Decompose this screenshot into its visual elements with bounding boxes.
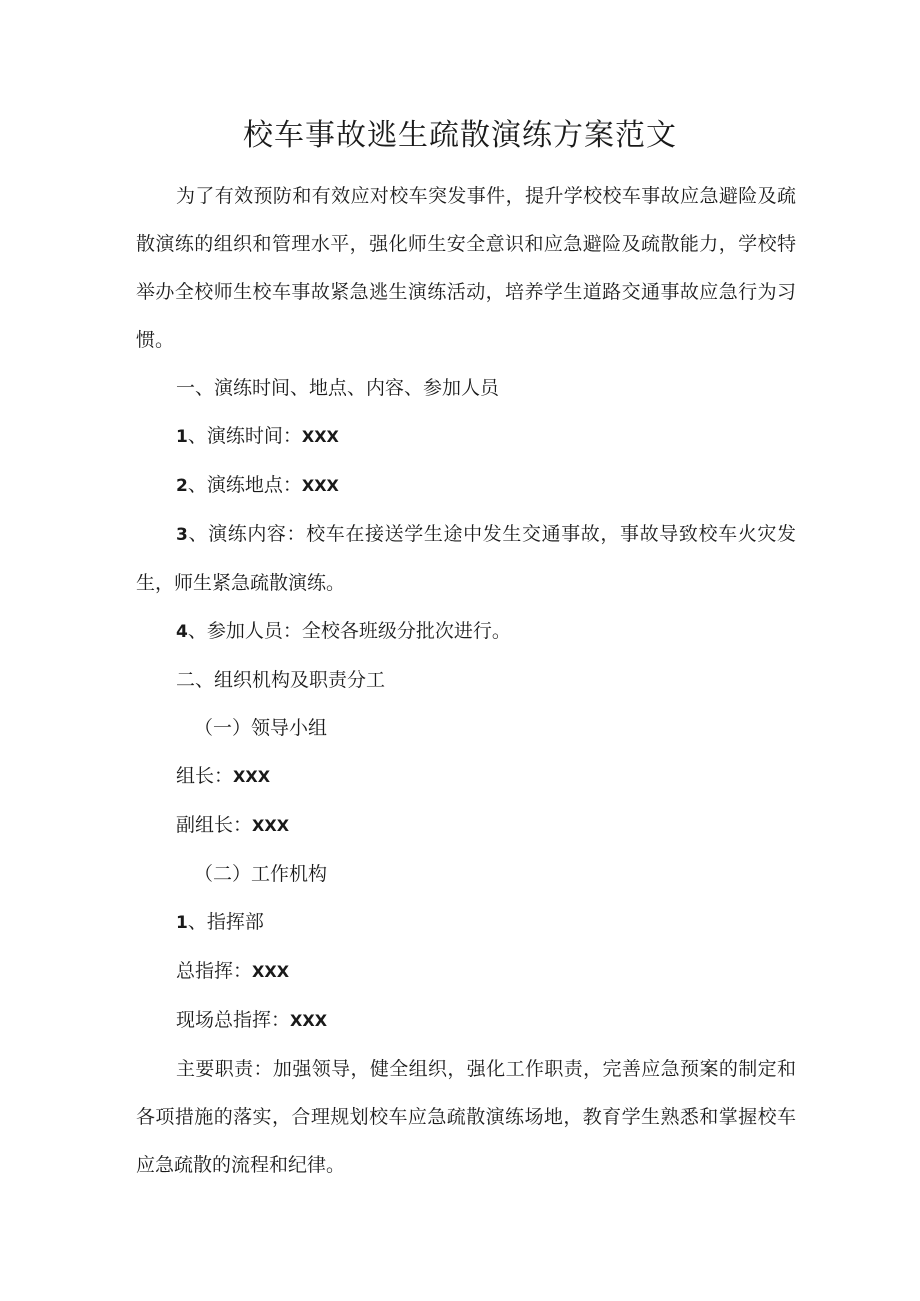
subsection-2-heading: （二）工作机构 — [194, 863, 328, 885]
subsection-1-heading: （一）领导小组 — [194, 717, 328, 739]
chief-commander-value: XXX — [252, 962, 290, 981]
item-1-label: 、演练时间： — [187, 425, 302, 447]
section-1-heading: 一、演练时间、地点、内容、参加人员 — [176, 377, 500, 399]
document-body — [136, 172, 796, 1189]
leader-value: XXX — [233, 767, 271, 786]
item-2-label: 、演练地点： — [187, 474, 302, 496]
deputy-leader-line — [136, 801, 796, 850]
item-1-value: XXX — [301, 427, 339, 446]
leader-label: 组长： — [176, 765, 234, 787]
command-unit-label: 、指挥部 — [187, 911, 264, 933]
duties-paragraph: 主要职责：加强领导，健全组织，强化工作职责，完善应急预案的制定和各项措施的落实，合理规划校车应急疏散演练场地，教育学生熟悉和掌握校车应急疏散的流程和纪律。 — [136, 1058, 796, 1176]
section-2-heading: 二、组织机构及职责分工 — [176, 669, 386, 691]
document-title: 校车事故逃生疏散演练方案范文 — [243, 118, 677, 153]
deputy-leader-label: 副组长： — [176, 814, 253, 836]
command-unit-number: 1 — [176, 913, 188, 933]
chief-commander-line — [136, 947, 796, 996]
chief-commander-label: 总指挥： — [176, 960, 253, 982]
item-1-time — [136, 412, 796, 461]
item-3-content — [136, 510, 796, 607]
item-3-label: 、演练内容：校车在接送学生途中发生交通事故，事故导致校车火灾发生，师生紧急疏散演练。 — [136, 523, 796, 594]
item-3-number: 3 — [176, 525, 188, 545]
item-1-number: 1 — [176, 427, 188, 447]
command-unit-heading — [136, 898, 796, 947]
site-commander-label: 现场总指挥： — [176, 1009, 291, 1031]
deputy-leader-value: XXX — [252, 816, 290, 835]
site-commander-line — [136, 996, 796, 1045]
site-commander-value: XXX — [290, 1011, 328, 1030]
leader-line — [136, 752, 796, 801]
item-4-number: 4 — [176, 622, 188, 642]
item-4-label: 、参加人员：全校各班级分批次进行。 — [187, 620, 511, 642]
item-2-location — [136, 461, 796, 510]
item-2-value: XXX — [301, 476, 339, 495]
item-2-number: 2 — [176, 476, 188, 496]
item-4-participants — [136, 607, 796, 656]
intro-paragraph: 为了有效预防和有效应对校车突发事件，提升学校校车事故应急避险及疏散演练的组织和管理水平，强化师生安全意识和应急避险及疏散能力，学校特举办全校师生校车事故紧急逃生演练活动，培养学生道路交通事故应急行为习惯。 — [136, 185, 796, 351]
